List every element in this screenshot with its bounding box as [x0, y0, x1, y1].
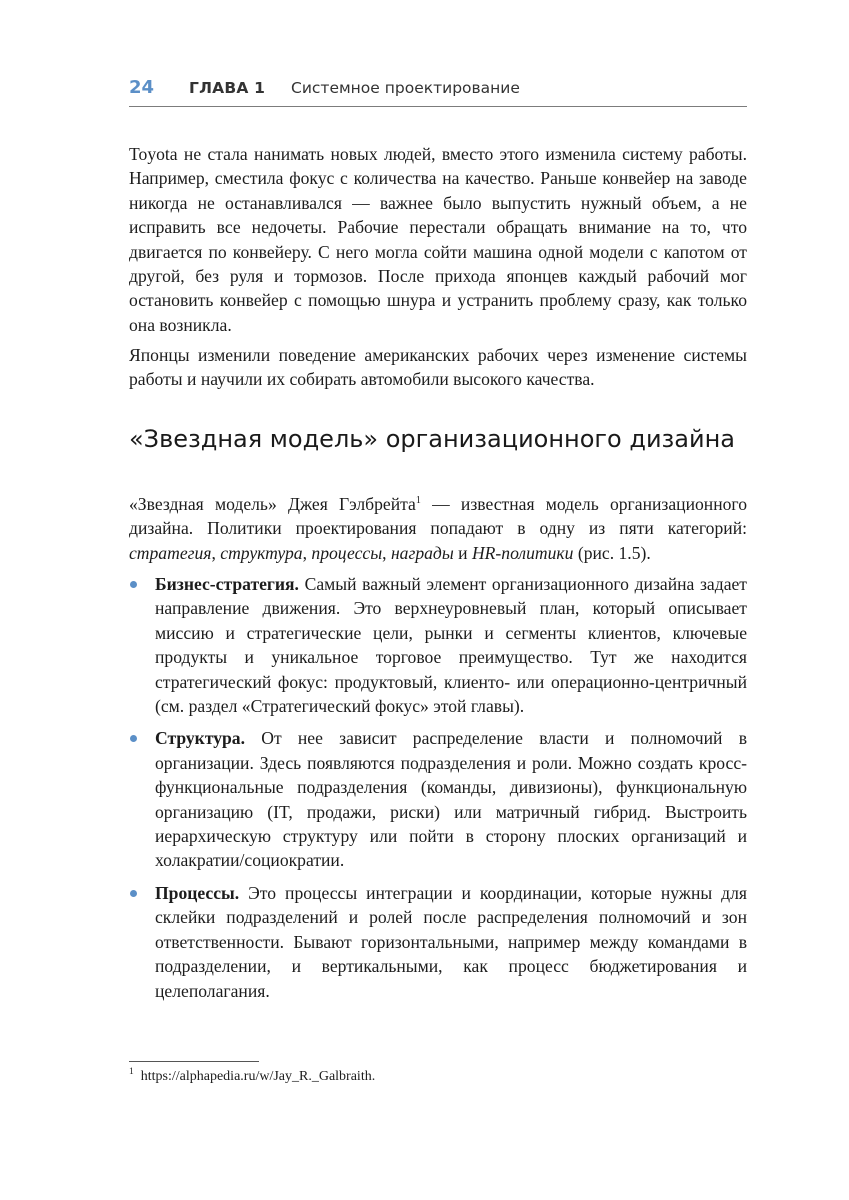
list-item — [129, 572, 747, 718]
separator: , — [211, 542, 221, 563]
bullet-dot-icon — [130, 890, 137, 897]
bullet-text: Самый важный элемент организационного дизайна задает направление движения. Это верхнеуровневый план, который описывает миссию и стратегические цели, рынки и сегменты клиентов, ключевые продукты и уникальное торговое преимущество. Тут же находится стратегический фокус: продуктовый, клиенто- или операционно-центричный (см. раздел «Стратегический фокус» этой главы). — [155, 574, 747, 717]
paragraph-japanese: Японцы изменили поведение американских рабочих через изменение системы работы и научили их собирать автомобили высокого качества. — [129, 345, 747, 390]
intro-text: «Звездная модель» Джея Гэлбрейта — [129, 494, 416, 514]
separator: , — [382, 542, 391, 563]
footnote-mark: 1 — [129, 1067, 134, 1078]
list-item — [129, 881, 747, 1003]
category-hr: HR-политики — [471, 542, 574, 563]
bullet-text: Это процессы интеграции и координации, которые нужны для склейки подразделений и ролей после распределения полномочий и зон ответственности. Бывают горизонтальными, например между командами в подразделении, и вертикальными, как процесс бюджетирования и целеполагания. — [155, 882, 747, 1001]
chapter-title: Системное проектирование — [291, 79, 520, 97]
footnote — [129, 1067, 747, 1087]
bullet-dot-icon — [130, 735, 137, 742]
category-rewards: награды — [390, 542, 454, 563]
category-strategy: стратегия — [129, 542, 212, 563]
separator: и — [453, 542, 472, 563]
paragraph-toyota: Toyota не стала нанимать новых людей, вместо этого изменила систему работы. Например, сместила фокус с количества на качество. Раньше конвейер на заводе никогда не останавливался — важнее было выпустить нужный объем, а не исправить все недочеты. Рабочие перестали обращать внимание на то, что двигается по конвейеру. С него могла сойти машина одной модели с капотом от другой, без руля и тормозов. После прихода японцев каждый рабочий мог остановить конвейер с помощью шнура и устранить проблему сразу, как только она возникла. — [129, 144, 747, 335]
footnote-ref[interactable]: 1 — [415, 495, 421, 507]
intro-end: (рис. 1.5). — [573, 542, 651, 563]
bullet-list — [129, 572, 747, 1011]
chapter-label: ГЛАВА 1 — [189, 79, 266, 97]
category-processes: процессы — [311, 542, 383, 563]
bullet-dot-icon — [130, 581, 137, 588]
category-structure: структура — [220, 542, 303, 563]
bullet-lead: Бизнес-стратегия. — [155, 574, 299, 594]
bullet-lead: Процессы. — [155, 882, 240, 903]
section-heading: «Звездная модель» организационного дизайна — [129, 425, 735, 453]
footnote-link[interactable]: https://alphapedia.ru/w/Jay_R._Galbraith. — [140, 1069, 376, 1084]
section-intro — [129, 492, 747, 565]
bullet-lead: Структура. — [155, 728, 246, 749]
page-number: 24 — [129, 77, 155, 98]
footnote-divider — [129, 1061, 259, 1062]
running-header — [129, 74, 747, 107]
bullet-text: От нее зависит распределение власти и полномочий в организации. Здесь появляются подразделения и роли. Можно создать кросс-функциональные подразделения (команды, дивизионы), функциональную организацию (IT, продажи, риски) или матричный гибрид. Выстроить иерархическую структуру или пойти в сторону плоских организаций и холакратии/социократии. — [155, 728, 747, 871]
separator: , — [302, 542, 312, 563]
intro-text-continued: — известная модель организационного дизайна. Политики проектирования попадают в одну из пяти категорий: — [129, 494, 747, 539]
list-item — [129, 726, 747, 872]
